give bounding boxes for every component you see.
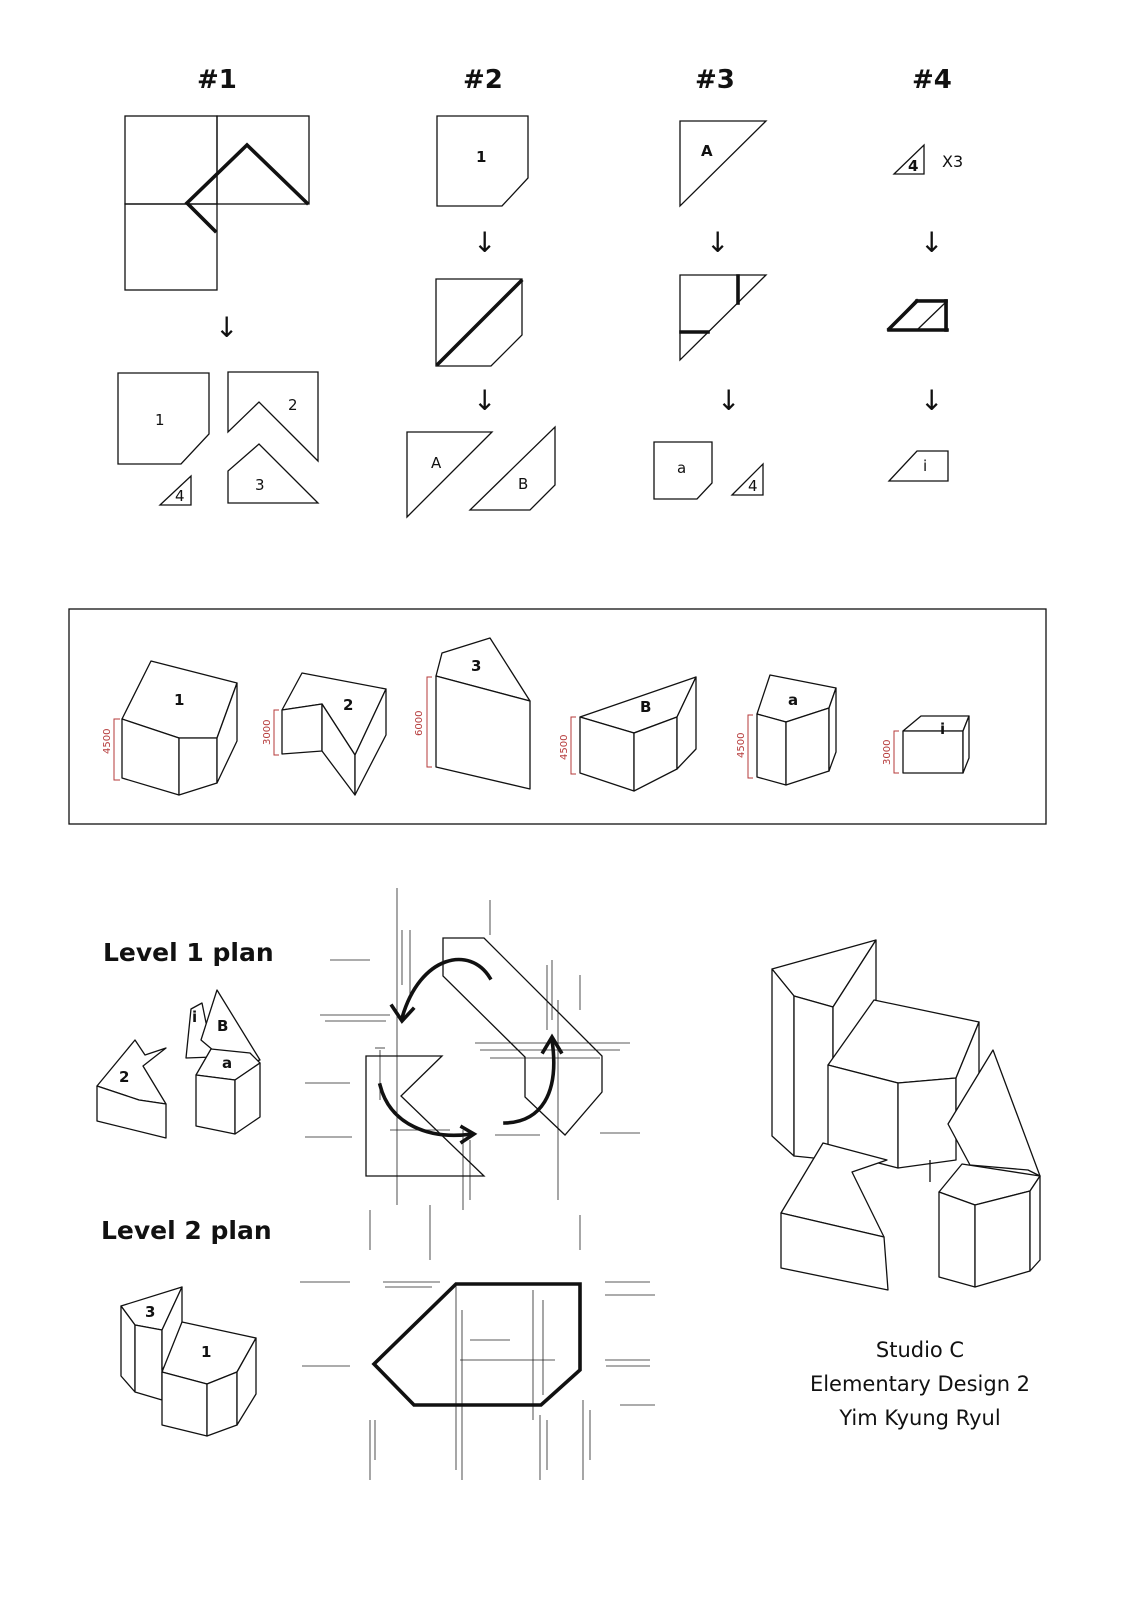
volume-i-label: i xyxy=(940,720,946,738)
final-axonometric xyxy=(772,940,1040,1290)
s3-piece-a-label: a xyxy=(677,459,687,477)
level-2-axonometric xyxy=(121,1287,256,1436)
step-3-pieces xyxy=(654,121,766,499)
step-2-heading: #2 xyxy=(463,65,503,95)
s2-top-label: 1 xyxy=(476,148,487,166)
volume-b-label: B xyxy=(640,698,652,716)
step-4-pieces xyxy=(888,145,948,481)
step-3-arrow-2-icon: ↓ xyxy=(717,384,741,417)
level-1-label-a: a xyxy=(222,1054,233,1072)
step-1-pieces xyxy=(118,372,318,505)
level-2-label-3: 3 xyxy=(145,1303,156,1321)
credit-author: Yim Kyung Ryul xyxy=(839,1406,1001,1430)
level-1-label-i: i xyxy=(192,1008,198,1026)
volume-2 xyxy=(274,673,386,795)
step-4-arrow-2-icon: ↓ xyxy=(920,384,944,417)
step-1-heading: #1 xyxy=(197,65,237,95)
step-3-heading: #3 xyxy=(695,65,735,95)
step-1-grid xyxy=(125,116,309,290)
level-2-plan-title: Level 2 plan xyxy=(101,1216,272,1245)
credit-studio: Studio C xyxy=(875,1338,965,1362)
s4-piece-i-label: i xyxy=(923,457,928,475)
s4-multiplier: X3 xyxy=(942,152,964,171)
s1-piece-3-label: 3 xyxy=(255,476,265,494)
level-1-axonometric xyxy=(97,990,260,1138)
step-2-arrow-1-icon: ↓ xyxy=(473,226,497,259)
level-1-plan-title: Level 1 plan xyxy=(103,938,274,967)
step-4-heading: #4 xyxy=(912,65,952,95)
volume-b-height: 4500 xyxy=(559,734,570,760)
step-3-arrow-1-icon: ↓ xyxy=(706,226,730,259)
volume-i xyxy=(894,716,969,773)
step-2-arrow-2-icon: ↓ xyxy=(473,384,497,417)
step-1-arrow-icon: ↓ xyxy=(215,311,239,344)
s2-piece-b-label: B xyxy=(518,475,529,493)
step-2-pieces xyxy=(407,116,555,517)
volume-a-label: a xyxy=(788,691,799,709)
credits-block xyxy=(790,1333,1050,1435)
volume-1-label: 1 xyxy=(174,691,185,709)
s3-top-label: A xyxy=(701,142,713,160)
volume-2-height: 3000 xyxy=(262,719,273,745)
s1-piece-4-label: 4 xyxy=(175,487,185,505)
s1-piece-1-label: 1 xyxy=(155,411,165,429)
volume-a-height: 4500 xyxy=(736,732,747,758)
volume-1-height: 4500 xyxy=(102,728,113,754)
s3-piece-4-label: 4 xyxy=(748,477,758,495)
level-2-plan-drawing xyxy=(300,1282,655,1480)
level-1-label-2: 2 xyxy=(119,1068,130,1086)
volume-3-label: 3 xyxy=(471,657,482,675)
step-4-arrow-1-icon: ↓ xyxy=(920,226,944,259)
s1-piece-2-label: 2 xyxy=(288,396,298,414)
volume-b xyxy=(571,677,696,791)
s4-top-label: 4 xyxy=(908,157,919,175)
level-2-label-1: 1 xyxy=(201,1343,212,1361)
s2-piece-a-label: A xyxy=(431,454,442,472)
level-1-plan-drawing xyxy=(305,888,640,1260)
volume-2-label: 2 xyxy=(343,696,354,714)
volume-i-height: 3000 xyxy=(882,739,893,765)
credit-course: Elementary Design 2 xyxy=(809,1372,1031,1396)
level-1-label-b: B xyxy=(217,1017,229,1035)
volume-1 xyxy=(114,661,237,795)
volume-3-height: 6000 xyxy=(414,710,425,736)
